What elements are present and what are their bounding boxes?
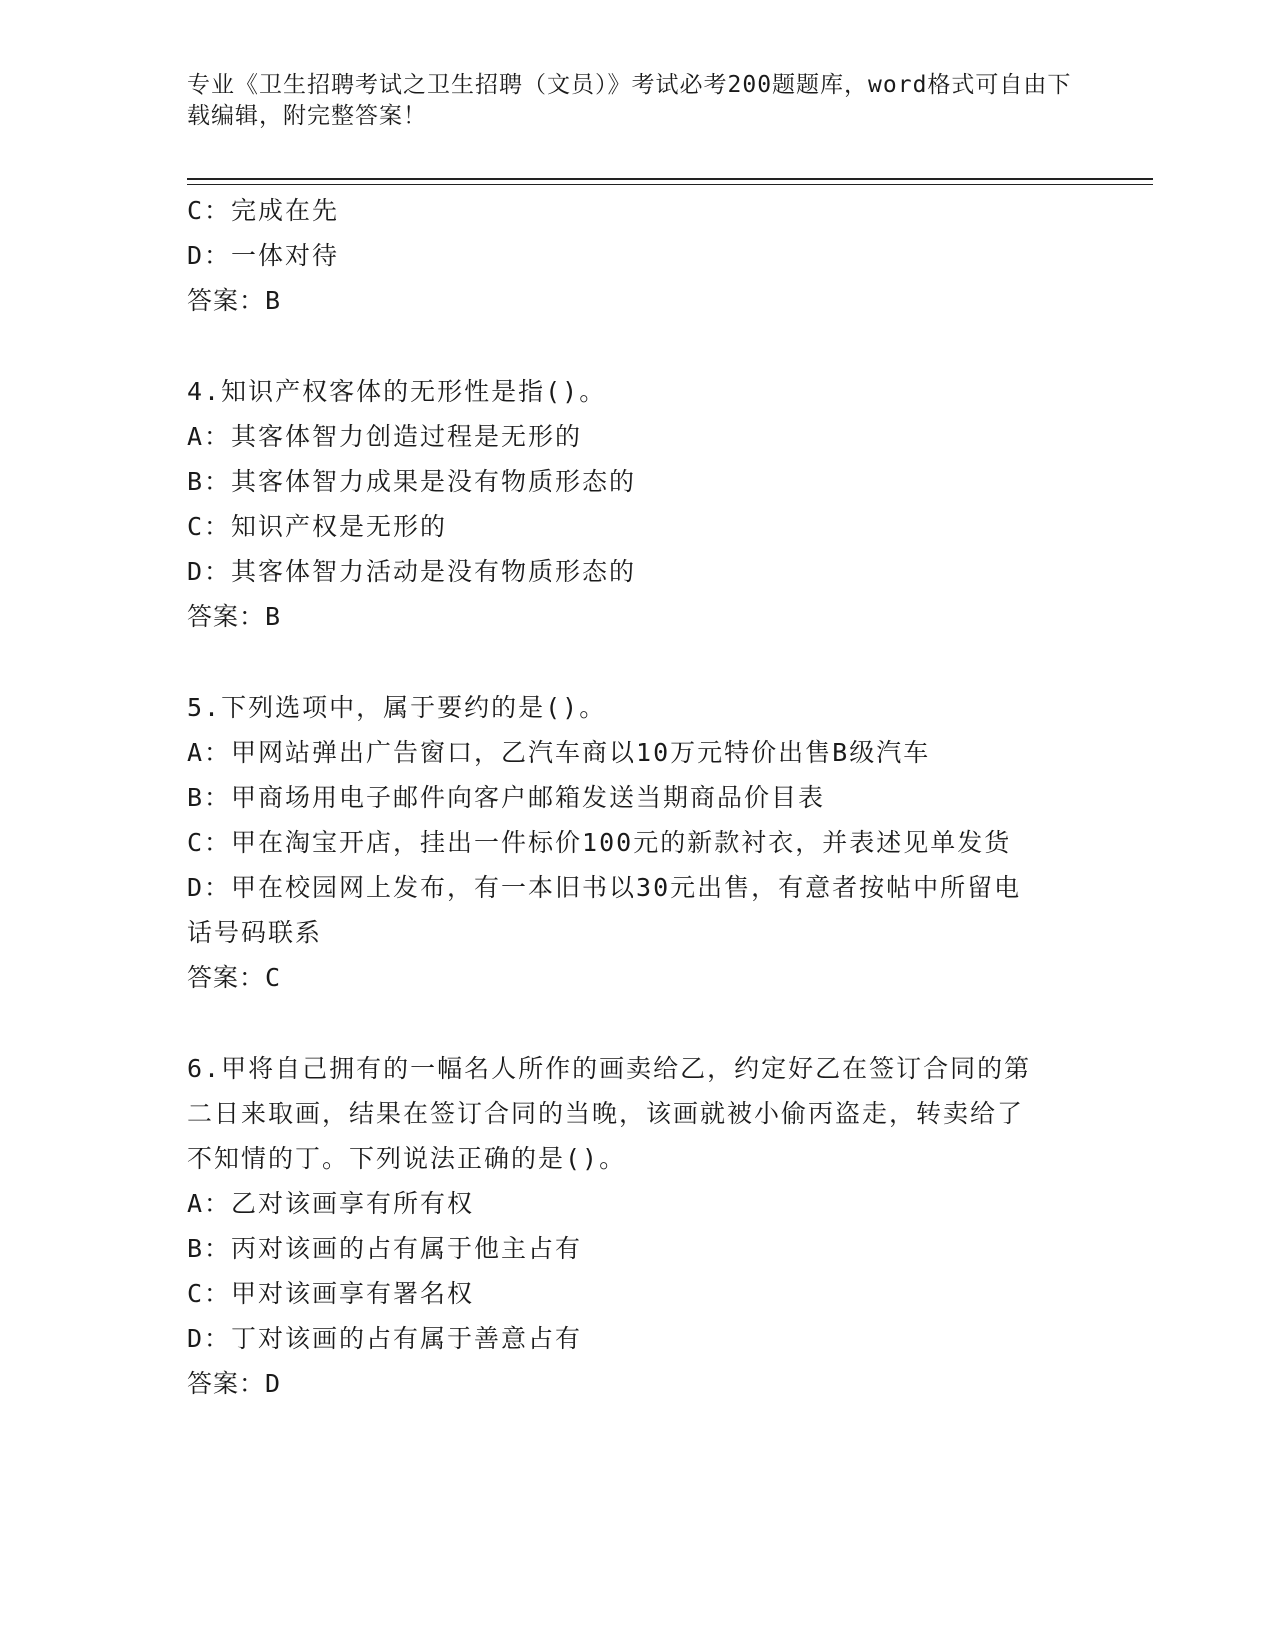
answer-line — [187, 1361, 1087, 1406]
question-stem: 5.下列选项中，属于要约的是()。 — [187, 693, 607, 722]
question-stem: 6.甲将自己拥有的一幅名人所作的画卖给乙，约定好乙在签订合同的第二日来取画，结果在签订合同的当晚，该画就被小偷丙盗走，转卖给了不知情的丁。下列说法正确的是()。 — [187, 1054, 1032, 1173]
option-a: A：其客体智力创造过程是无形的 — [187, 422, 583, 451]
header-rule-thick — [187, 178, 1153, 180]
header-rule-thin — [187, 184, 1153, 185]
question-fragment — [187, 188, 1087, 323]
question-4 — [187, 369, 1087, 639]
option-c: C：甲对该画享有署名权 — [187, 1279, 475, 1308]
option-d: D：一体对待 — [187, 241, 340, 270]
answer-value: C — [265, 963, 282, 992]
answer-value: D — [265, 1369, 282, 1398]
option-b: B：丙对该画的占有属于他主占有 — [187, 1234, 583, 1263]
option-b: B：其客体智力成果是没有物质形态的 — [187, 467, 637, 496]
answer-label: 答案： — [187, 1369, 266, 1398]
option-c: C：甲在淘宝开店，挂出一件标价100元的新款衬衣，并表述见单发货 — [187, 828, 1012, 857]
answer-line — [187, 278, 1087, 323]
answer-line — [187, 594, 1087, 639]
question-5 — [187, 685, 1087, 1000]
answer-line — [187, 955, 1087, 1000]
question-list — [187, 188, 1087, 1406]
answer-label: 答案： — [187, 602, 266, 631]
answer-value: B — [265, 286, 282, 315]
option-c: C：知识产权是无形的 — [187, 512, 448, 541]
answer-label: 答案： — [187, 963, 266, 992]
option-b: B：甲商场用电子邮件向客户邮箱发送当期商品价目表 — [187, 783, 826, 812]
option-d: D：丁对该画的占有属于善意占有 — [187, 1324, 583, 1353]
document-header: 专业《卫生招聘考试之卫生招聘（文员）》考试必考200题题库，word格式可自由下载编辑，附完整答案！ — [187, 72, 1072, 129]
question-6 — [187, 1046, 1087, 1406]
option-d: D：其客体智力活动是没有物质形态的 — [187, 557, 637, 586]
option-d: D：甲在校园网上发布，有一本旧书以30元出售，有意者按帖中所留电话号码联系 — [187, 873, 1022, 947]
option-a: A：甲网站弹出广告窗口，乙汽车商以10万元特价出售B级汽车 — [187, 738, 931, 767]
option-a: A：乙对该画享有所有权 — [187, 1189, 475, 1218]
option-c: C：完成在先 — [187, 196, 340, 225]
question-stem: 4.知识产权客体的无形性是指()。 — [187, 377, 607, 406]
answer-label: 答案： — [187, 286, 266, 315]
answer-value: B — [265, 602, 282, 631]
